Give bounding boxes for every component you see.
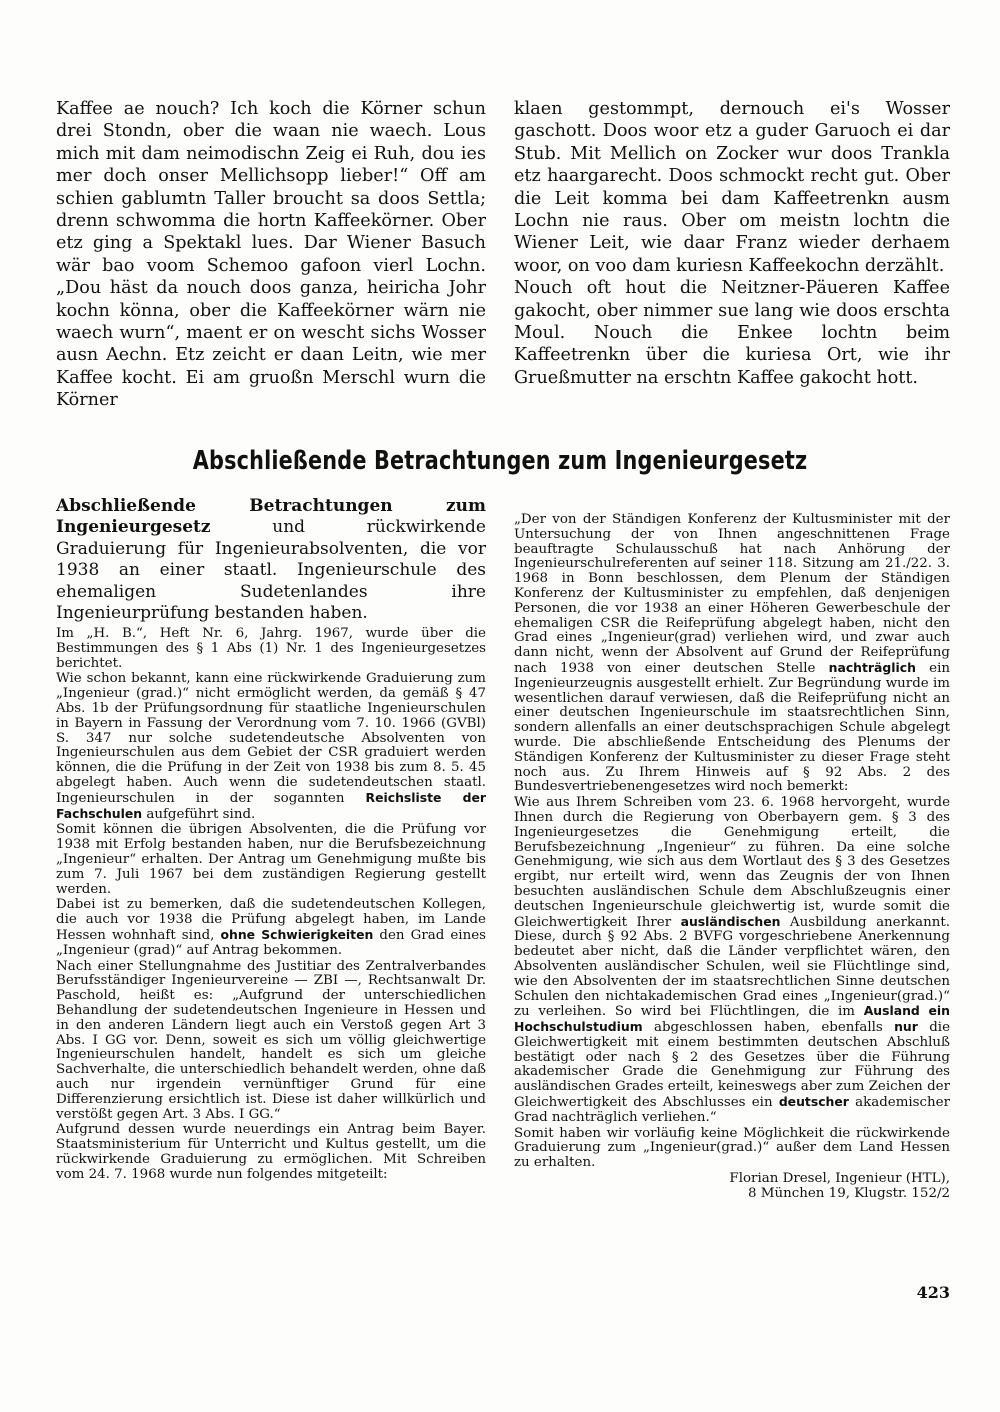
dialect-story-paragraph: Kaffee ae nouch? Ich koch die Körner schun drei Stondn, ober die waan nie waech. Lous mich mit dam neimodischn Zeig ei Ruh, dou ies mer doch onser Mellichsopp lieber!“ Off am schien gablumtn Taller broucht sa doos Settla; drenn schwomma die hortn Kaffeekörner. Ober etz ging a Spektakl lues. Dar Wiener Basuch wär bao voom Schemoo gafoon vierl Lochn. „Dou häst da nouch doos ganza, heiricha Johr kochn könna, ober die Kaffeekörner wärn nie waech wurn“, maent er on wescht sichs Wosser ausn Aechn. Etz zeicht er daan Leitn, wie mer Kaffee kocht. Ei am gruoßn Merschl wurn die Körner [56,99,486,411]
page-number: 423 [916,1283,950,1302]
article-paragraph: Wie schon bekannt, kann eine rückwirkende Graduierung zum „Ingenieur (grad.)“ nicht ermöglicht werden, da gemäß § 47 Abs. 1b der Prüfungsordnung für staatliche Ingenieurschulen in Bayern in Fassung der Verordnung vom 7. 10. 1966 (GVBl) S. 347 nur solche sudetendeutsche Absolventen von Ingenieurschulen aus dem Gebiet der CSR graduiert werden können, die die Prüfung in der Zeit von 1938 bis zum 8. 5. 45 abgelegt haben. Auch wenn die sudetendeutschen staatl. Ingenieurschulen in der sogannten Reichsliste der Fachschulen aufgeführt sind. [56,671,486,822]
lead-bold-title: Abschließende Betrachtungen zum Ingenieurgesetz [56,496,486,538]
dialect-story-paragraph: Nouch oft hout die Neitzner-Päueren Kaffee gakocht, ober nimmer sue lang wie doos erschta Moul. Nouch die Enkee lochtn beim Kaffeetrenkn über die kuriesa Ort, wie ihr Grueßmutter na erschtn Kaffee gakocht hott. [514,278,950,388]
article-paragraph: Im „H. B.“, Heft Nr. 6, Jahrg. 1967, wurde über die Bestimmungen des § 1 Abs (1) Nr. 1 des Ingenieurgesetzes berichtet. [56,626,486,671]
author-signature [514,1172,950,1202]
article-paragraph: Somit haben wir vorläufig keine Möglichkeit die rückwirkende Graduierung zum „Ingenieur(grad.)“ außer dem Land Hessen zu erhalten. [514,1125,950,1171]
lead-text: und rückwirkende Graduierung für Ingenieurabsolventen, die vor 1938 an einer staatl. Ingenieurschule des ehemaligen Sudetenlandes ihre Ingenieurprüfung bestanden haben. [56,517,486,624]
emphasis: Ausland ein Hochschulstudium [514,1003,950,1035]
article-lead [56,496,486,624]
article-headline: Abschließende Betrachtungen zum Ingenieurgesetz [192,446,808,476]
emphasis: ohne Schwierigkeiten [220,926,374,942]
article-paragraph: Aufgrund dessen wurde neuerdings ein Antrag beim Bayer. Staatsministerium für Unterricht und Kultus gestellt, um die rückwirkende Graduierung zu ermöglichen. Mit Schreiben vom 24. 7. 1968 wurde nun folgendes mitgeteilt: [56,1122,486,1182]
article-paragraph: Wie aus Ihrem Schreiben vom 23. 6. 1968 hervorgeht, wurde Ihnen durch die Regierung von Oberbayern gem. § 3 des Ingenieurgesetzes die Genehmigung erteilt, die Berufsbezeichnung „Ingenieur“ zu führen. Da eine solche Genehmigung, wie sich aus dem Wortlaut des § 3 des Gesetzes ergibt, nur erteilt wird, wenn das Zeugnis der von Ihnen besuchten ausländischen Schule dem Abschlußzeugnis einer deutschen Ingenieurschule gleichwertig ist, wurde somit die Gleichwertigkeit Ihrer ausländischen Ausbildung anerkannt. Diese, durch § 92 Abs. 2 BVFG vorgeschriebene Anerkennung bedeutet aber nicht, daß die Länder verpflichtet wären, den Absolventen ausländischer Schulen, weil sie Flüchtlinge sind, wie den Absolventen der im staatsrechtlichen Sinne deutschen Schulen den nichtakademischen Grad eines „Ingenieur(grad.)“ zu verleihen. So wird bei Flüchtlingen, die im Ausland ein Hochschulstudium abgeschlossen haben, ebenfalls nur die Gleichwertigkeit mit einem bestimmten deutschen Abschluß bestätigt oder nach § 2 des Gesetzes über die Führung akademischer Grade die Genehmigung zur Führung des ausländischen Grades erteilt, keineswegs aber zum Zeichen der Gleichwertigkeit des Abschlusses ein deutscher akademischer Grad nachträglich verliehen.“ [514,795,950,1125]
article-paragraph: Somit können die übrigen Absolventen, die die Prüfung vor 1938 mit Erfolg bestanden haben, nur die Berufsbezeichnung „Ingenieur“ erhalten. Der Antrag um Genehmigung mußte bis zum 7. Juli 1967 bei dem zuständigen Regierung gestellt werden. [56,822,486,897]
author-address: 8 München 19, Klugstr. 152/2 [748,1185,950,1201]
emphasis: nachträglich [828,659,916,675]
dialect-story-left-column [56,98,486,412]
emphasis: deutscher [778,1094,849,1110]
article-right-column [514,513,950,1203]
dialect-story-paragraph: klaen gestommpt, dernouch ei's Wosser gaschott. Doos woor etz a guder Garuoch ei dar Stub. Mit Mellich on Zocker wur doos Trankla etz haargarecht. Doos schmockt recht gut. Ober die Leit komma bei dam Kaffeetrenkn ausm Lochn nie raus. Ober om meistn lochtn die Wiener Leit, wie daar Franz wieder derhaem woor, on voo dam kuriesn Kaffeekochn derzählt. [514,99,950,276]
author-name: Florian Dresel, Ingenieur (HTL), [729,1171,950,1187]
article-paragraph: Dabei ist zu bemerken, daß die sudetendeutschen Kollegen, die auch vor 1938 die Prüfung abgelegt haben, im Lande Hessen wohnhaft sind, ohne Schwierigkeiten den Grad eines „Ingenieur (grad)“ auf Antrag bekommen. [56,897,486,958]
article-left-column [56,627,486,1183]
emphasis: Reichsliste der Fachschulen [56,789,486,821]
article-paragraph: „Der von der Ständigen Konferenz der Kultusminister mit der Untersuchung der von Ihnen angeschnittenen Frage beauftragte Schulausschuß hat nach Anhörung der Ingenieurschulreferenten auf seiner 118. Sitzung am 21./22. 3. 1968 in Bonn beschlossen, dem Plenum der Ständigen Konferenz der Kultusminister zu empfehlen, daß denjenigen Personen, die vor 1938 an einer Höheren Gewerbeschule der ehemaligen CSR die Reifeprüfung abgelegt haben, nicht den Grad eines „Ingenieur(grad) verliehen wird, und zwar auch dann nicht, wenn der Absolvent auf Grund der Reifeprüfung nach 1938 von einer deutschen Stelle nachträglich ein Ingenieurzeugnis ausgestellt erhielt. Zur Begründung wurde im wesentlichen darauf verwiesen, daß die Reifeprüfung nicht an einer deutschen Ingenieurschule im staatsrechtlichen Sinn, sondern allenfalls an einer deutschsprachigen Schule abgelegt wurde. Die abschließende Entscheidung des Plenums der Ständigen Konferenz der Kultusminister zu dieser Frage steht noch aus. Zu Ihrem Hinweis auf § 92 Abs. 2 des Bundesvertriebenengesetzes wird noch bemerkt: [514,512,950,795]
article-paragraph: Nach einer Stellungnahme des Justitiar des Zentralverbandes Berufsständiger Ingenieurvereine — ZBI —, Rechtsanwalt Dr. Paschold, heißt es: „Aufgrund der unterschiedlichen Behandlung der sudetendeutschen Ingenieure in Hessen und in den anderen Ländern liegt auch ein Verstoß gegen Art 3 Abs. I GG vor. Denn, soweit es sich um völlig gleichwertige Ingenieurschulen handelt, handelt es sich um gleiche Sachverhalte, die unterschiedlich behandelt werden, ohne daß auch nur irgendein vernünftiger Grund für eine Differenzierung ersichtlich ist. Diese ist daher willkürlich und verstößt gegen Art. 3 Abs. I GG.“ [56,958,486,1122]
emphasis: ausländischen [680,913,781,929]
emphasis: nur [894,1019,918,1035]
dialect-story-right-column [514,98,950,389]
